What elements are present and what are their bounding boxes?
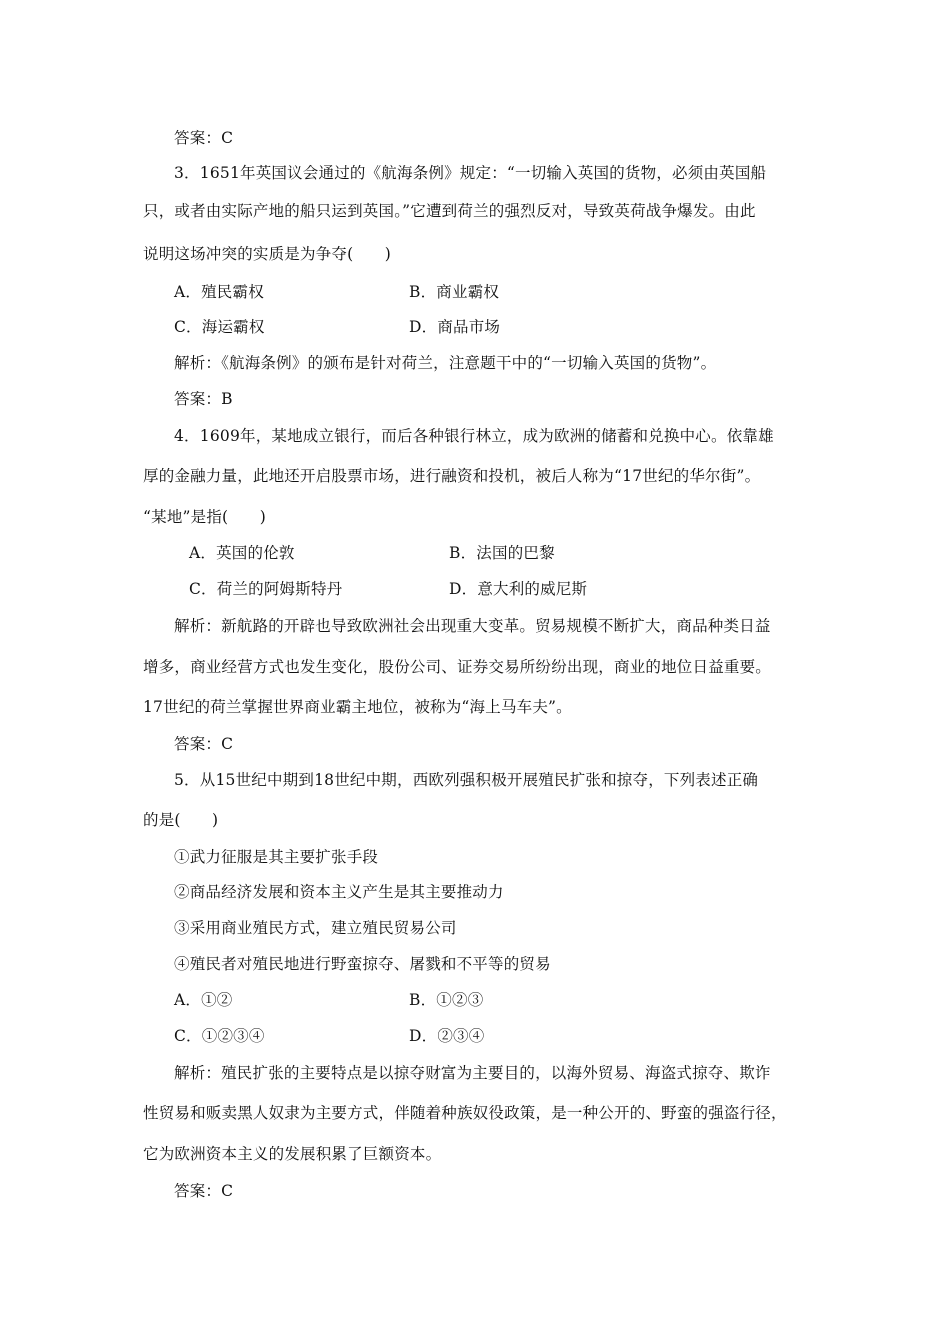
q3-answer: 答案：B [174,390,233,408]
q5-item-2: ②商品经济发展和资本主义产生是其主要推动力 [174,883,504,901]
q3-stem-line1: 3．1651年英国议会通过的《航海条例》规定：“一切输入英国的货物，必须由英国船 [174,164,767,182]
q5-option-a: A．①② [174,991,233,1009]
q5-analysis-line2: 性贸易和贩卖黑人奴隶为主要方式，伴随着种族奴役政策，是一种公开的、野蛮的强盗行径， [143,1104,787,1122]
q4-stem-line3: “某地”是指( ) [143,508,266,526]
q5-analysis-line1: 解析：殖民扩张的主要特点是以掠夺财富为主要目的，以海外贸易、海盗式掠夺、欺诈 [174,1064,771,1082]
q5-option-d: D．②③④ [409,1027,485,1045]
q4-option-b: B．法国的巴黎 [449,544,555,562]
q2-answer: 答案：C [174,129,234,147]
q4-analysis-line3: 17世纪的荷兰掌握世界商业霸主地位，被称为“海上马车夫”。 [143,698,572,716]
q4-option-c: C．荷兰的阿姆斯特丹 [189,580,343,598]
q4-stem-line2: 厚的金融力量，此地还开启股票市场，进行融资和投机，被后人称为“17世纪的华尔街”。 [143,467,761,485]
q5-stem-line2: 的是( ) [143,811,219,829]
q4-stem-line1: 4．1609年，某地成立银行，而后各种银行林立，成为欧洲的储蓄和兑换中心。依靠雄 [174,427,774,445]
q4-option-d: D．意大利的威尼斯 [449,580,588,598]
q5-analysis-line3: 它为欧洲资本主义的发展积累了巨额资本。 [143,1145,442,1163]
q3-option-c: C．海运霸权 [174,318,265,336]
q3-stem-line3: 说明这场冲突的实质是为争夺( ) [143,245,391,263]
q5-item-3: ③采用商业殖民方式，建立殖民贸易公司 [174,919,457,937]
q5-stem-line1: 5．从15世纪中期到18世纪中期，西欧列强积极开展殖民扩张和掠夺，下列表述正确 [174,771,759,789]
q5-answer: 答案：C [174,1182,234,1200]
q3-option-b: B．商业霸权 [409,283,500,301]
q4-answer: 答案：C [174,735,234,753]
q5-option-b: B．①②③ [409,991,484,1009]
q5-item-4: ④殖民者对殖民地进行野蛮掠夺、屠戮和不平等的贸易 [174,955,551,973]
q4-analysis-line1: 解析：新航路的开辟也导致欧洲社会出现重大变革。贸易规模不断扩大，商品种类日益 [174,617,771,635]
q3-option-a: A．殖民霸权 [174,283,264,301]
q3-stem-line2: 只，或者由实际产地的船只运到英国。”它遭到荷兰的强烈反对，导致英荷战争爆发。由此 [143,202,756,220]
q3-option-d: D．商品市场 [409,318,501,336]
q5-item-1: ①武力征服是其主要扩张手段 [174,848,379,866]
q5-option-c: C．①②③④ [174,1027,265,1045]
q4-analysis-line2: 增多，商业经营方式也发生变化，股份公司、证券交易所纷纷出现，商业的地位日益重要。 [143,658,772,676]
q4-option-a: A．英国的伦敦 [189,544,295,562]
q3-analysis: 解析：《航海条例》的颁布是针对荷兰，注意题干中的“一切输入英国的货物”。 [174,354,717,372]
